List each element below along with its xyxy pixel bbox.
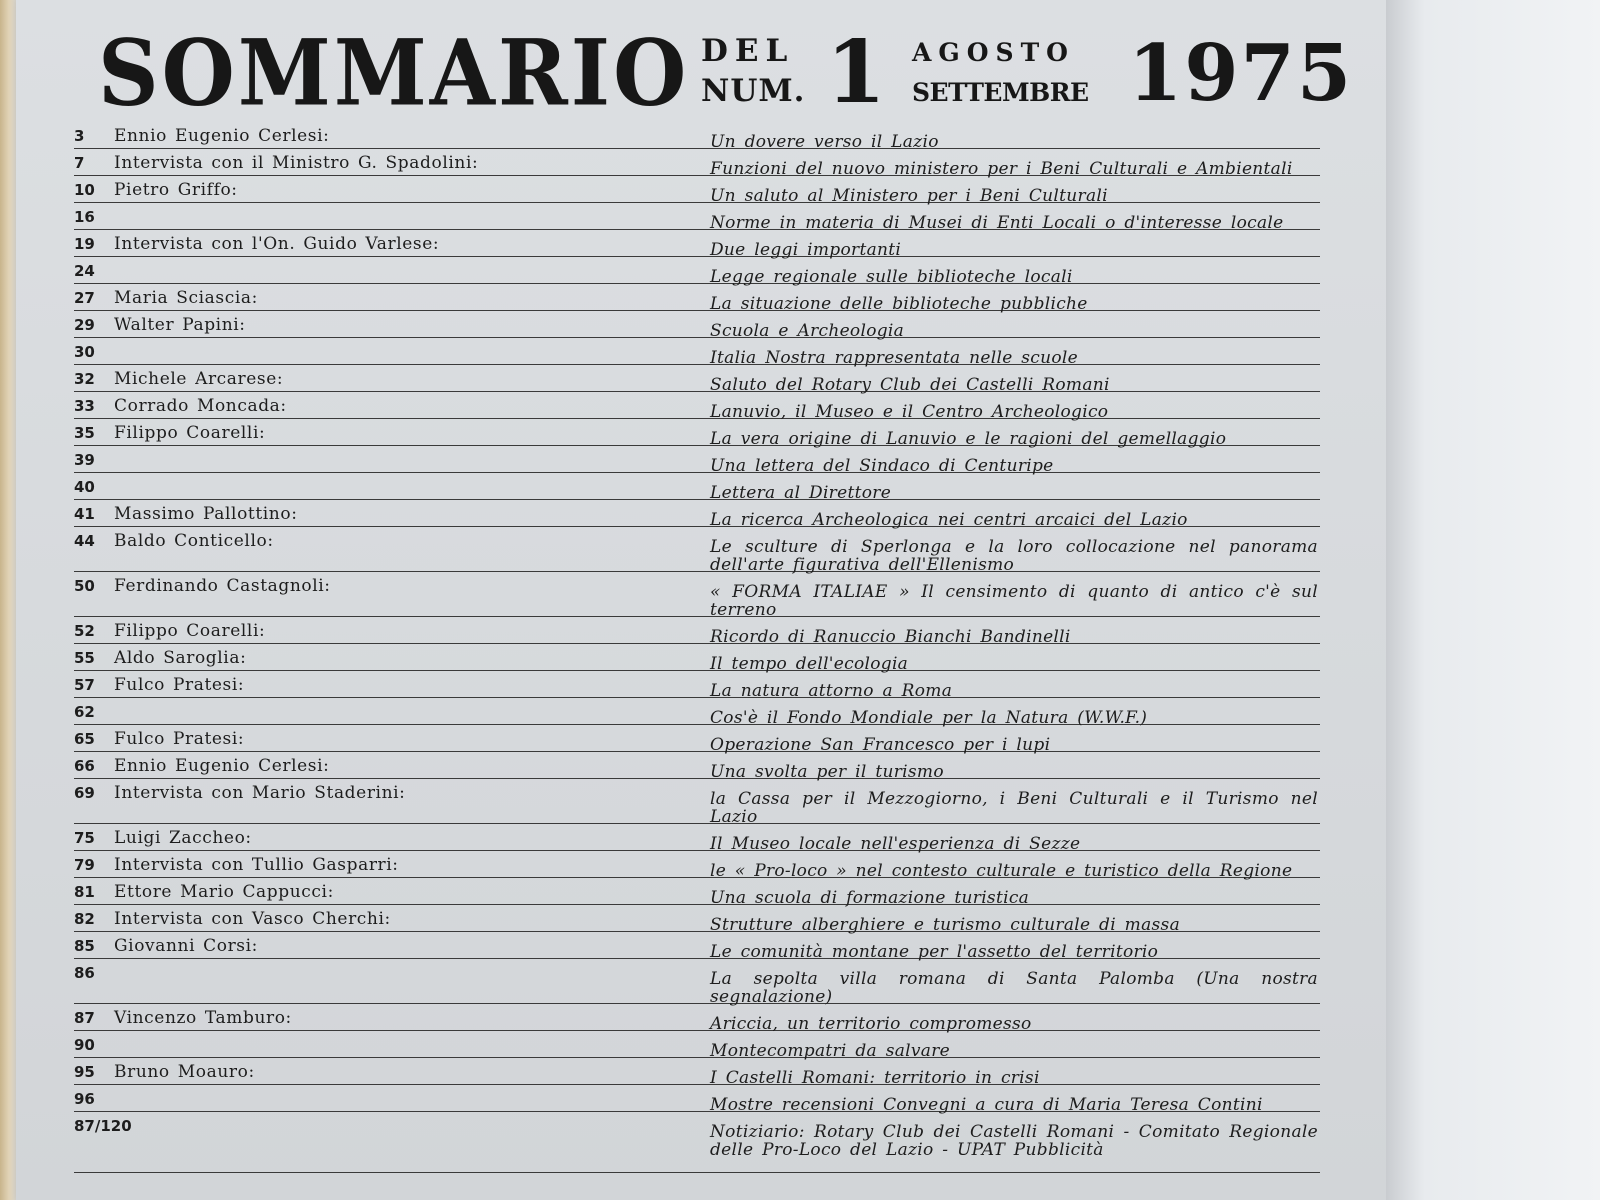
table-of-contents (74, 122, 1320, 1173)
toc-author: Ennio Eugenio Cerlesi: (114, 126, 330, 146)
toc-entry (74, 122, 1320, 152)
toc-page-number: 55 (74, 649, 95, 667)
background-surface (1386, 0, 1600, 1200)
toc-entry (74, 1112, 1320, 1173)
toc-article-title: Un saluto al Ministero per i Beni Culturali (710, 186, 1108, 206)
toc-page-number: 7 (74, 154, 85, 172)
toc-article-title: Norme in materia di Musei di Enti Locali o d'interesse locale (710, 213, 1284, 233)
toc-article-title: Il Museo locale nell'esperienza di Sezze (710, 834, 1081, 854)
toc-entry (74, 779, 1320, 827)
toc-article-title: Un dovere verso il Lazio (710, 132, 939, 152)
toc-author: Luigi Zaccheo: (114, 828, 252, 848)
toc-article-title: Due leggi importanti (710, 240, 902, 260)
toc-page-number: 52 (74, 622, 95, 640)
masthead (98, 18, 1354, 128)
toc-author: Aldo Saroglia: (114, 648, 247, 668)
toc-author: Maria Sciascia: (114, 288, 258, 308)
toc-article-title: Una lettera del Sindaco di Centuripe (710, 456, 1054, 476)
toc-entry (74, 365, 1320, 395)
masthead-month-agosto: AGOSTO (912, 38, 1075, 67)
toc-article-title: Operazione San Francesco per i lupi (710, 735, 1051, 755)
toc-entry (74, 572, 1320, 620)
toc-entry (74, 851, 1320, 881)
toc-author: Intervista con Vasco Cherchi: (114, 909, 391, 929)
toc-article-title: La ricerca Archeologica nei centri arcaici del Lazio (710, 510, 1188, 530)
toc-author: Massimo Pallottino: (114, 504, 298, 524)
toc-author: Ennio Eugenio Cerlesi: (114, 756, 330, 776)
toc-article-title: La natura attorno a Roma (710, 681, 953, 701)
toc-article-title: Il tempo dell'ecologia (710, 654, 909, 674)
toc-entry (74, 617, 1320, 647)
toc-page-number: 81 (74, 883, 95, 901)
toc-entry (74, 959, 1320, 1007)
toc-article-title: La vera origine di Lanuvio e le ragioni del gemellaggio (710, 429, 1227, 449)
toc-article-title: Legge regionale sulle biblioteche locali (710, 267, 1073, 287)
toc-entry (74, 1031, 1320, 1061)
toc-entry (74, 203, 1320, 233)
masthead-year: 1975 (1128, 28, 1354, 119)
toc-entry (74, 419, 1320, 449)
toc-article-title: Una svolta per il turismo (710, 762, 944, 782)
toc-article-title: « FORMA ITALIAE » Il censimento di quanto di antico c'è sul terreno (710, 582, 1318, 620)
toc-entry (74, 284, 1320, 314)
toc-entry (74, 905, 1320, 935)
masthead-num-label: NUM. (701, 73, 806, 109)
toc-entry (74, 698, 1320, 728)
toc-entry (74, 932, 1320, 962)
toc-author: Michele Arcarese: (114, 369, 284, 389)
toc-page-number: 90 (74, 1036, 95, 1054)
toc-page-number: 50 (74, 577, 95, 595)
toc-page-number: 69 (74, 784, 95, 802)
toc-article-title: Lettera al Direttore (710, 483, 892, 503)
toc-article-title: Ariccia, un territorio compromesso (710, 1014, 1032, 1034)
toc-page-number: 3 (74, 127, 85, 145)
toc-page-number: 27 (74, 289, 95, 307)
toc-article-title: Una scuola di formazione turistica (710, 888, 1030, 908)
toc-article-title: Ricordo di Ranuccio Bianchi Bandinelli (710, 627, 1071, 647)
toc-author: Filippo Coarelli: (114, 423, 266, 443)
toc-article-title: La situazione delle biblioteche pubbliche (710, 294, 1088, 314)
toc-page-number: 65 (74, 730, 95, 748)
toc-entry (74, 878, 1320, 908)
toc-page-number: 19 (74, 235, 95, 253)
toc-page-number: 44 (74, 532, 95, 550)
toc-page-number: 29 (74, 316, 95, 334)
toc-entry (74, 176, 1320, 206)
toc-author: Corrado Moncada: (114, 396, 287, 416)
toc-page-number: 87 (74, 1009, 95, 1027)
toc-article-title: Montecompatri da salvare (710, 1041, 951, 1061)
toc-article-title: Mostre recensioni Convegni a cura di Maria Teresa Contini (710, 1095, 1263, 1115)
toc-author: Filippo Coarelli: (114, 621, 266, 641)
toc-article-title: Scuola e Archeologia (710, 321, 905, 341)
toc-author: Bruno Moauro: (114, 1062, 255, 1082)
toc-page-number: 62 (74, 703, 95, 721)
toc-page-number: 41 (74, 505, 95, 523)
toc-author: Baldo Conticello: (114, 531, 274, 551)
toc-article-title: Cos'è il Fondo Mondiale per la Natura (W.W.F.) (710, 708, 1148, 728)
toc-article-title: la Cassa per il Mezzogiorno, i Beni Culturali e il Turismo nel Lazio (710, 789, 1318, 827)
toc-entry (74, 725, 1320, 755)
toc-author: Ettore Mario Cappucci: (114, 882, 334, 902)
toc-article-title: Strutture alberghiere e turismo culturale di massa (710, 915, 1181, 935)
toc-author: Intervista con il Ministro G. Spadolini: (114, 153, 479, 173)
toc-author: Fulco Pratesi: (114, 675, 245, 695)
toc-author: Vincenzo Tamburo: (114, 1008, 292, 1028)
toc-entry (74, 527, 1320, 575)
toc-author: Giovanni Corsi: (114, 936, 258, 956)
toc-page-number: 32 (74, 370, 95, 388)
toc-entry (74, 1085, 1320, 1115)
book-binding-edge (0, 0, 16, 1200)
toc-article-title: Saluto del Rotary Club dei Castelli Romani (710, 375, 1110, 395)
toc-page-number: 39 (74, 451, 95, 469)
toc-page-number: 87/120 (74, 1117, 132, 1135)
toc-entry (74, 149, 1320, 179)
toc-entry (74, 257, 1320, 287)
toc-article-title: le « Pro-loco » nel contesto culturale e turistico della Regione (710, 861, 1293, 881)
toc-page-number: 10 (74, 181, 95, 199)
toc-page-number: 96 (74, 1090, 95, 1108)
toc-page-number: 82 (74, 910, 95, 928)
toc-entry (74, 644, 1320, 674)
toc-entry (74, 500, 1320, 530)
toc-page-number: 85 (74, 937, 95, 955)
toc-page-number: 35 (74, 424, 95, 442)
toc-article-title: Le sculture di Sperlonga e la loro collocazione nel panorama dell'arte figurativa dell'Ellenismo (710, 537, 1318, 575)
toc-article-title: Funzioni del nuovo ministero per i Beni Culturali e Ambientali (710, 159, 1293, 179)
toc-page-number: 16 (74, 208, 95, 226)
masthead-month-settembre: SETTEMBRE (912, 78, 1089, 107)
toc-article-title: La sepolta villa romana di Santa Palomba (Una nostra segnalazione) (710, 969, 1318, 1007)
toc-page-number: 57 (74, 676, 95, 694)
toc-author: Ferdinando Castagnoli: (114, 576, 331, 596)
toc-entry (74, 1004, 1320, 1034)
toc-entry (74, 752, 1320, 782)
toc-page-number: 33 (74, 397, 95, 415)
toc-author: Intervista con Tullio Gasparri: (114, 855, 399, 875)
toc-page-number: 79 (74, 856, 95, 874)
toc-page-number: 86 (74, 964, 95, 982)
toc-author: Pietro Griffo: (114, 180, 238, 200)
toc-page-number: 30 (74, 343, 95, 361)
toc-article-title: Le comunità montane per l'assetto del territorio (710, 942, 1159, 962)
toc-entry (74, 824, 1320, 854)
toc-entry (74, 671, 1320, 701)
toc-author: Intervista con l'On. Guido Varlese: (114, 234, 440, 254)
toc-author: Fulco Pratesi: (114, 729, 245, 749)
toc-entry (74, 446, 1320, 476)
toc-page-number: 95 (74, 1063, 95, 1081)
toc-page-number: 66 (74, 757, 95, 775)
toc-entry (74, 1058, 1320, 1088)
toc-page-number: 40 (74, 478, 95, 496)
magazine-page (16, 0, 1386, 1200)
toc-page-number: 75 (74, 829, 95, 847)
toc-article-title: Italia Nostra rappresentata nelle scuole (710, 348, 1078, 368)
toc-author: Walter Papini: (114, 315, 246, 335)
toc-author: Intervista con Mario Staderini: (114, 783, 406, 803)
masthead-del-label: DEL (701, 33, 795, 69)
toc-article-title: I Castelli Romani: territorio in crisi (710, 1068, 1040, 1088)
toc-entry (74, 473, 1320, 503)
toc-entry (74, 338, 1320, 368)
toc-entry (74, 311, 1320, 341)
toc-article-title: Notiziario: Rotary Club dei Castelli Romani - Comitato Regionale delle Pro-Loco del Lazio - UPAT Pubblicità (710, 1122, 1318, 1160)
masthead-issue-number: 1 (826, 22, 886, 123)
toc-entry (74, 230, 1320, 260)
masthead-title: SOMMARIO (98, 18, 690, 126)
toc-page-number: 24 (74, 262, 95, 280)
toc-entry (74, 392, 1320, 422)
toc-article-title: Lanuvio, il Museo e il Centro Archeologico (710, 402, 1109, 422)
